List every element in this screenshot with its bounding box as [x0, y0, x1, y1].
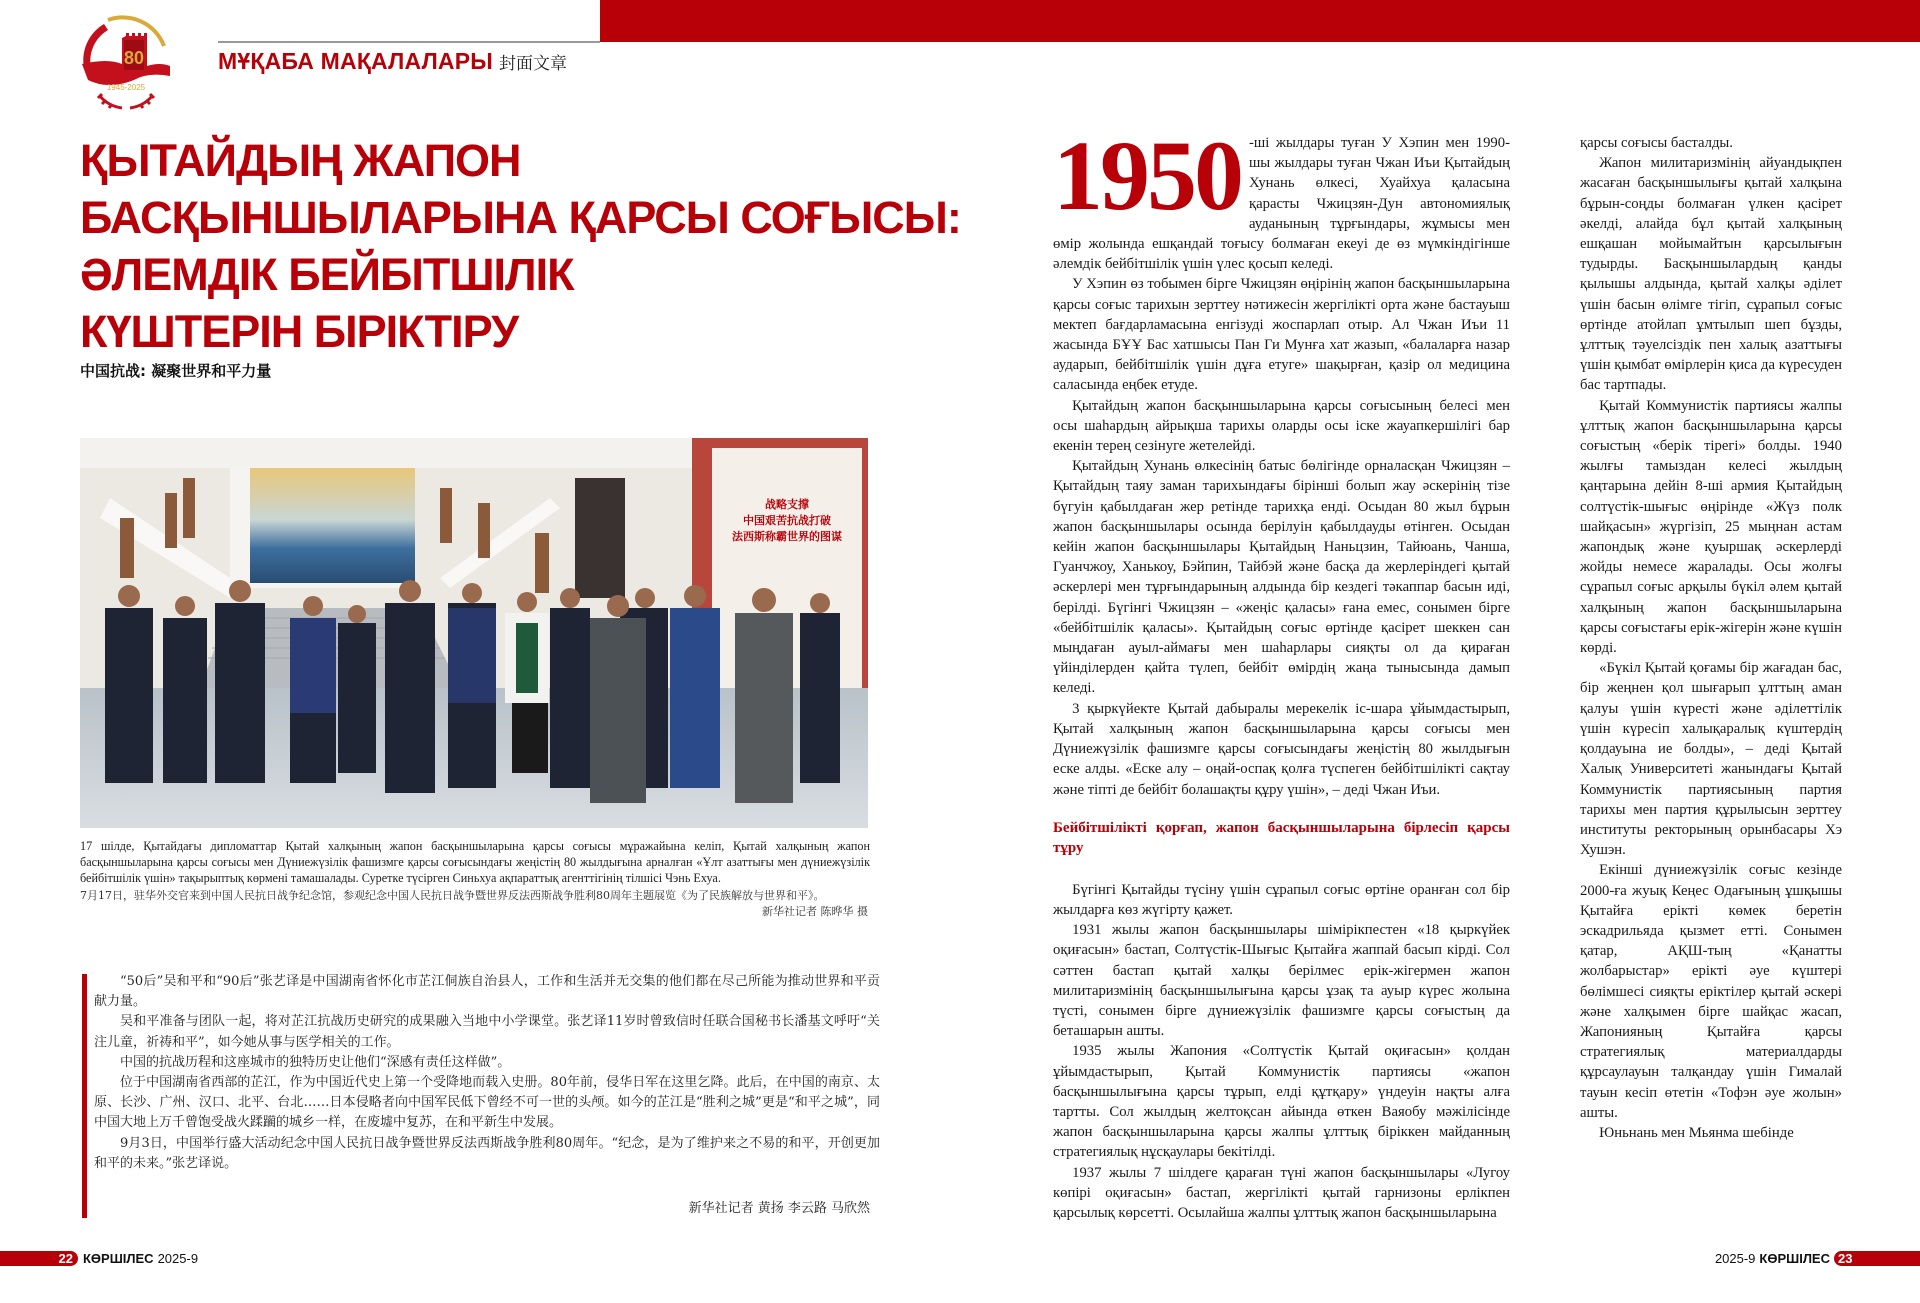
article-paragraph: 1935 жылы Жапония «Солтүстік Қытай оқиғасын» қолдан ұйымдастырып, Қытай Коммунистік партиясы «жапон басқыншылығына қарсы тұрып, елді құтқару» үндеуін нақты алға тартты. Сол жылдың желтоқсан айында өткен Ваяобу мәжілісінде жапон басқыншыларына қарсы жалпы ұлттық біріккен майданның стратегиялық нұсқаулары бекітілді.: [1053, 1043, 1510, 1161]
dropcap-year: 1950: [1053, 120, 1241, 231]
article-column-right: [1580, 133, 1842, 1143]
article-paragraph-continued: қарсы соғысы басталды.: [1580, 135, 1733, 151]
article-paragraph: 1931 жылы жапон басқыншылары шімірікпестен «18 қыркүйек оқиғасын» бастап, Солтүстік-Шығыс Қытайға жаппай басып кірді. Сол сәттен бастап қытай халқы берілмес ерік-жігермен жапон милитаризмінің басқыншылығына қарсы ұзақ та ауыр күрес жолына түсті, сонымен бірге дүниежүзілік фашизмге қарсы соғыстың да беташарын ашты.: [1053, 922, 1510, 1040]
magazine-name-left: КӨРШІЛЕС: [83, 1251, 154, 1266]
svg-text:中国艰苦抗战打破: 中国艰苦抗战打破: [743, 514, 831, 527]
article-paragraph: 1937 жылы 7 шілдеге қараған түні жапон басқыншылары «Лугоу көпірі оқиғасын» бастап, жергілікті қытай гарнизоны ерлікпен қарсылық көрсетті. Осылайша жалпы ұлттық жапон басқыншыларына: [1053, 1164, 1510, 1221]
cn-article-body: [94, 972, 880, 1174]
article-paragraph: Жапон милитаризмінің айуандықпен жасаған басқыншылығы қытай халқына бұрын-соңды болмаған үлкен қасірет әкелді, алайда бұл қытай халқының ешқашан мойымайтын қарсылығын тудырды. Басқыншылардың қанды қылышы алдында, қытай халқы әділет үшін басын өлімге тігіп, сұрапыл соғыс өртінде атойлап ұмтылып шеп бұзды, ұлттық тәуелсіздік пен халық азаттығы үшін қымбат өмірлерін қиса да күресуден бас тартпады.: [1580, 155, 1842, 394]
cn-article-byline: 新华社记者 黄扬 李云路 马欣然: [688, 1201, 870, 1216]
mural-painting: [250, 468, 415, 583]
article-paragraph: «Бүкіл Қытай қоғамы бір жағадан бас, бір жеңнен қол шығарып ұлттың аман қалуы үшін күресті және әділеттілік үшін күресіп халықаралық күштердің қолдауына ие болды», – деді Қытай Халық Университеті жанындағы Қытай Коммунистік партиясының партия тарихы мен партия құрылысын зерттеу институты ректорының орынбасары Хэ Хушэн.: [1580, 660, 1842, 859]
page-number-left: 22: [0, 1251, 78, 1266]
headline-line: ҚЫТАЙДЫҢ ЖАПОН: [80, 135, 521, 186]
anniversary-logo-icon: [78, 6, 174, 114]
section-title-cn: 封面文章: [499, 54, 567, 74]
article-paragraph: Юньнань мен Мьянма шебінде: [1599, 1124, 1794, 1141]
header-rule: [218, 41, 600, 43]
photo-caption-kz: 17 шілде, Қытайдағы дипломаттар Қытай халқының жапон басқыншыларына қарсы соғысы мұражайына келіп, Қытай халқының жапон басқыншыларына қарсы соғысы мен Дүниежүзілік фашизмге қарсы соғысындағы жеңістің 80 жылдығына арналған «Ұлт азаттығы мен дүниежүзілік бейбітшілік үшін» тақырыптық көрмені тамашалады. Суретке түсірген Синьхуа ақпараттық агенттігінің тілшісі Чэнь Ехуа.: [80, 839, 870, 885]
cn-article-accent-bar: [82, 974, 87, 1218]
article-paragraph: Қытайдың Хунань өлкесінің батыс бөлігінде орналасқан Чжицзян – Қытайдың таяу заман тарихындағы бірінші болып жау әскерінің тізе бүгуін қабылдаған жер ретінде тарихқа енді. Осыдан 80 жыл бұрын жапон басқыншылары осында берілуін қабылдауды өтінген. Осыдан кейін жапон басқыншылары Қытайдың Наньцзин, Тайюань, Чанша, Гуанчжоу, Ханькоу, Бэйпин, Тайбэй және басқа да жерлеріндегі қытай әскерлері мен тұрғындарының алдында бір кездегі тәкаппар басын иді, берілді. Бүгінгі Чжицзян – «жеңіс қаласы» ғана емес, сонымен бірге «бейбітшілік қаласы». Қытайдың соғыс өртінде қасірет шеккен сан мыңдаған ауыл-аймағы мен шаһарлары сияқты ол да қираған үйінділерден қайта түлеп, бейбіт өмірдің жаңа тынысында дамып келеді.: [1053, 458, 1510, 697]
header-red-band: [600, 0, 1920, 42]
cn-paragraph: “50后”吴和平和“90后”张艺译是中国湖南省怀化市芷江侗族自治县人，工作和生活并无交集的他们都在尽己所能为推动世界和平贡献力量。: [94, 974, 880, 1010]
article-subtitle-cn: 中国抗战: 凝聚世界和平力量: [80, 362, 272, 380]
svg-text:1945-2025: 1945-2025: [106, 83, 146, 92]
article-paragraph: Екінші дүниежүзілік соғыс кезінде 2000-ға жуық Кеңес Одағының ұшқышы Қытайға ерікті көмек беретін эскадрильяда қызмет етті. Сонымен қатар, АҚШ-тың «Қанатты жолбарыстар» ерікті әуе күштері бөлімшесі сияқты еріктілер қытай әскері және халқымен бірге шайқас жасап, Жапонияның Қытайға қарсы стратегиялық материалдарды құрсаулауын талқандау үшін Гималай тауын кесіп өтетін «Тофэн әуе жолын» ашты.: [1580, 862, 1842, 1121]
article-subheading: Бейбітшілікті қорғап, жапон басқыншыларына бірлесіп қарсы тұру: [1053, 819, 1510, 856]
article-paragraph: Бүгінгі Қытайды түсіну үшін сұрапыл соғыс өртіне оранған сол бір жылдарға көз жүгірту қажет.: [1053, 881, 1510, 918]
headline-line: БАСҚЫНШЫЛАРЫНА ҚАРСЫ СОҒЫСЫ:: [80, 192, 961, 243]
headline-line: КҮШТЕРІН БІРІКТІРУ: [80, 306, 519, 357]
article-photo: [80, 438, 868, 828]
cn-paragraph: 吴和平准备与团队一起，将对芷江抗战历史研究的成果融入当地中小学课堂。张艺译11岁时曾致信时任联合国秘书长潘基文呼吁“关注儿童，祈祷和平”，如今她从事与医学相关的工作。: [94, 1014, 880, 1050]
article-paragraph: У Хэпин өз тобымен бірге Чжицзян өңірінің жапон басқыншыларына қарсы соғыс тарихын зерттеу нәтижесін жергілікті орта және бастауыш мектеп бағдарламасына енгізуді жоспарлап отыр. Ал Чжан Иъи 11 жасында БҰҰ Бас хатшысы Пан Ги Мунға хат жазып, «балаларға назар аударып, бейбітшілік үшін дұға етуге» шақырған, қазір ол медицина саласында еңбек етуде.: [1053, 276, 1510, 394]
photo-caption-cn: 7月17日，驻华外交官来到中国人民抗日战争纪念馆，参观纪念中国人民抗日战争暨世界反法西斯战争胜利80周年主题展览《为了民族解放与世界和平》。: [80, 889, 825, 902]
article-paragraph: -ші жылдары туған У Хэпин мен 1990-шы жылдары туған Чжан Иъи Қытайдың Хунань өлкесі, Хуайхуа қаласына қарасты Чжицзян-Дун автономиялық ауданының тұрғындары, жұмысы мен өмір жолында ешқандай тоғысу болмаған екеуі де өз мүмкіндігінше әлемдік бейбітшілік үшін үлес қосып келеді.: [1053, 135, 1510, 273]
headline-line: ӘЛЕМДІК БЕЙБІТШІЛІК: [80, 249, 574, 300]
photo-credit-cn: 新华社记者 陈晔华 摄: [762, 905, 868, 918]
section-label: [218, 48, 567, 75]
article-headline: [80, 132, 960, 360]
magazine-name-right: КӨРШІЛЕС: [1759, 1251, 1830, 1266]
page-number-right: 23: [1834, 1251, 1920, 1266]
issue-left: 2025-9: [157, 1251, 199, 1266]
article-paragraph: Қытайдың жапон басқыншыларына қарсы соғысының белесі мен осы шаһардың айрықша тарихы оларды осы іске жауапкершілігі бар екенін терең сезінуге жетелейді.: [1053, 397, 1510, 455]
svg-text:法西斯称霸世界的图谋: 法西斯称霸世界的图谋: [732, 530, 842, 543]
cn-paragraph: 中国的抗战历程和这座城市的独特历史让他们“深感有责任这样做”。: [120, 1054, 511, 1070]
footer-left: [0, 1251, 198, 1266]
article-paragraph: 3 қыркүйекте Қытай дабыралы мерекелік іс-шара ұйымдастырып, Қытай халқының жапон басқыншыларына қарсы соғысы мен Дүниежүзілік фашизмге қарсы соғысындағы жеңістің 80 жылдығын еске алды. «Еске алу – оңай-оспақ қолға түспеген бейбітшілікті сақтау және тіпті де бейбіт болашақты құру үшін», – деді Чжан Иъи.: [1053, 700, 1510, 798]
svg-text:战略支撑: 战略支撑: [765, 498, 809, 511]
article-column-middle: [1053, 120, 1510, 1223]
svg-text:80: 80: [123, 48, 145, 68]
issue-right: 2025-9: [1714, 1251, 1756, 1266]
article-paragraph: Қытай Коммунистік партиясы жалпы ұлттық жапон басқыншыларына қарсы соғыстың «берік тірегі» болды. 1940 жылғы тамыздан келесі жылдың қаңтарына дейін 8-ші армия Қытайдың солтүстік-шығыс өңірінде «Жүз полк шайқасын» жүргізіп, 25 мыңнан астам жапондық және қуыршақ әскерлерді жойды немесе жаралады. Осы жолғы сұрапыл соғыс арқылы бүкіл әлем қытай халқының жапон басқыншыларына қарсы соғыстағы ерік-жігерін және күшін көрді.: [1580, 397, 1842, 657]
footer-right: [1715, 1251, 1920, 1266]
cn-paragraph: 位于中国湖南省西部的芷江，作为中国近代史上第一个受降地而载入史册。80年前，侵华日军在这里乞降。此后，在中国的南京、太原、长沙、广州、汉口、北平、台北……日本侵略者向中国军民低下曾经不可一世的头颅。如今的芷江是“胜利之城”更是“和平之城”，同中国大地上万千曾饱受战火蹂躏的城乡一样，在废墟中复苏，在和平新生中发展。: [94, 1075, 880, 1131]
cn-paragraph: 9月3日，中国举行盛大活动纪念中国人民抗日战争暨世界反法西斯战争胜利80周年。“纪念，是为了维护来之不易的和平，开创更加和平的未来。”张艺译说。: [94, 1135, 880, 1171]
section-title-kz: МҰҚАБА МАҚАЛАЛАРЫ: [218, 48, 493, 74]
